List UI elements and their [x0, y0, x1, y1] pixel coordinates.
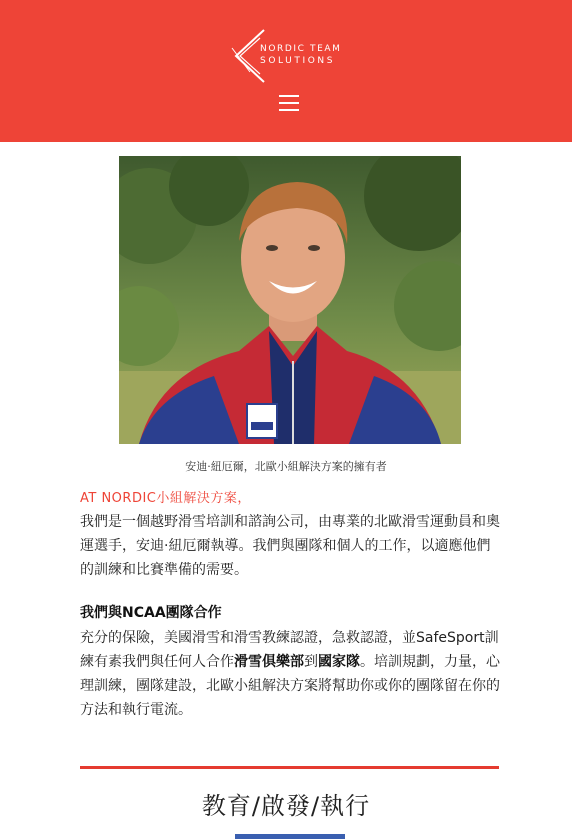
hamburger-menu-icon[interactable]: [276, 92, 302, 116]
portrait-illustration: [119, 156, 461, 444]
site-header: [0, 0, 572, 142]
national-team-bold: 國家隊: [318, 654, 360, 670]
next-section-tab[interactable]: [235, 834, 345, 839]
menu-bar: [279, 109, 299, 111]
nordic-team-solutions-logo[interactable]: [230, 28, 360, 84]
ski-club-bold: 滑雪俱樂部: [234, 654, 304, 670]
section-title: 教育/啟發/執行: [201, 792, 371, 820]
ncaa-heading: 我們與NCAA團隊合作: [80, 605, 222, 621]
ncaa-text-part3: 。培訓規劃，力量，心理訓練，團隊建設，北歐小組解決方案將幫助你或你的團隊留在你的方法和執行電流。: [80, 654, 500, 718]
ncaa-text-part1: 充分的保險，美國滑雪和滑雪教練認證，急救認證，並SafeSport訓練有素我們與任何人合作: [80, 630, 499, 670]
ncaa-paragraph: [80, 626, 500, 722]
menu-bar: [279, 102, 299, 104]
photo-caption: 安迪·紐厄爾，北歐小組解決方案的擁有者: [185, 460, 387, 473]
section-divider: [80, 766, 499, 769]
intro-paragraph: 我們是一個越野滑雪培訓和諮詢公司，由專業的北歐滑雪運動員和奧運選手，安迪·紐厄爾執導。我們與團隊和個人的工作，以適應他們的訓練和比賽準備的需要。: [80, 514, 500, 578]
logo-text-line1: NORDIC TEAM: [260, 44, 342, 54]
intro-heading: AT NORDIC小組解決方案，: [80, 491, 251, 506]
menu-bar: [279, 95, 299, 97]
logo-text-line2: SOLUTIONS: [260, 56, 336, 66]
ncaa-text-part2: 到: [304, 654, 318, 670]
owner-portrait-photo: [119, 156, 461, 444]
